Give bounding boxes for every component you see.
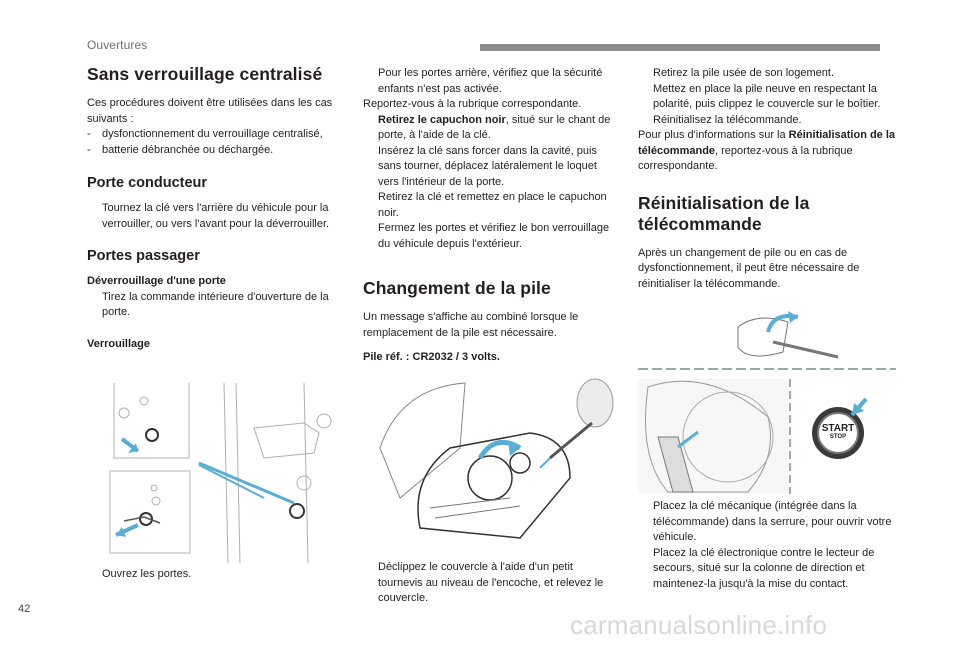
page-number: 42	[18, 603, 31, 615]
unlock-label: Déverrouillage d'une porte	[87, 275, 226, 287]
lock-label: Verrouillage	[87, 337, 150, 350]
column-1-bottom	[87, 567, 347, 583]
list-item: Mettez en place la pile neuve en respectant la polarité, puis clippez le couvercle sur le boîtier.	[653, 82, 881, 110]
list-item: Placez la clé mécanique (intégrée dans la télécommande) dans la serrure, pour ouvrir votre véhicule.	[653, 500, 892, 543]
section-title-remote-reset: Réinitialisation de la télécommande	[638, 192, 810, 234]
intro-text: Ces procédures doivent être utilisées dans les cas suivants :	[87, 97, 333, 125]
subtitle-passenger-doors: Portes passager	[87, 248, 200, 264]
list-item: Insérez la clé sans forcer dans la cavité, puis sans tourner, déplacez latéralement le loquet vers l'intérieur de la porte.	[378, 144, 597, 188]
watermark: carmanualsonline.info	[570, 610, 828, 640]
subtitle-driver-door: Porte conducteur	[87, 175, 208, 191]
header-section-label: Ouvertures	[87, 38, 148, 52]
door-lock-illustration	[104, 383, 344, 563]
dash-icon: -	[87, 143, 91, 156]
battery-intro: Un message s'affiche au combiné lorsque le remplacement de la pile est nécessaire.	[363, 311, 579, 339]
list-item: - dysfonctionnement du verrouillage centralisé,	[87, 127, 347, 143]
list-item: Ouvrez les portes.	[102, 568, 192, 580]
list-item: Réinitialisez la télécommande.	[653, 113, 802, 126]
column-1	[87, 64, 347, 352]
column-3-bottom	[638, 499, 898, 592]
list-item: Retirez la pile usée de son logement.	[653, 67, 834, 79]
list-item: - batterie débranchée ou déchargée.	[87, 143, 347, 159]
more-info-text: Pour plus d'informations sur la Réinitialisation de la télécommande, reportez-vous à la rubrique correspondante.	[638, 129, 896, 172]
header-bar	[480, 44, 880, 51]
list-item: Retirez la clé et remettez en place le capuchon noir.	[378, 191, 607, 219]
list-item: Tournez la clé vers l'arrière du véhicule pour la verrouiller, ou vers l'avant pour la déverrouiller.	[102, 202, 330, 230]
battery-reference: Pile réf. : CR2032 / 3 volts.	[363, 351, 500, 363]
list-item: Déclippez le couvercle à l'aide d'un petit tournevis au niveau de l'encoche, et relevez le couvercle.	[378, 561, 604, 604]
column-2	[363, 66, 615, 366]
remote-key-illustration	[370, 378, 620, 548]
list-item: Tirez la commande intérieure d'ouverture de la porte.	[102, 290, 329, 318]
list-item: Pour les portes arrière, vérifiez que la sécurité enfants n'est pas activée.	[378, 67, 603, 95]
section-title-no-central-locking: Sans verrouillage centralisé	[87, 64, 323, 84]
refer-text: Reportez-vous à la rubrique correspondante.	[363, 98, 582, 110]
column-2-bottom	[363, 560, 618, 607]
list-item: Fermez les portes et vérifiez le bon verrouillage du véhicule depuis l'extérieur.	[378, 222, 610, 250]
list-item: Placez la clé électronique contre le lecteur de secours, situé sur la colonne de direction et maintenez-la jusqu'à la mise du contact.	[653, 546, 875, 590]
reset-intro: Après un changement de pile ou en cas de dysfonctionnement, il peut être nécessaire de réinitialiser la télécommande.	[638, 246, 860, 290]
list-item: Retirez le capuchon noir, situé sur le chant de porte, à l'aide de la clé.	[378, 113, 611, 141]
section-title-battery-change: Changement de la pile	[363, 278, 551, 298]
column-3	[638, 66, 896, 292]
remote-reset-illustration	[638, 307, 896, 497]
dash-icon: -	[87, 128, 91, 140]
start-stop-label: START STOP	[821, 423, 855, 440]
